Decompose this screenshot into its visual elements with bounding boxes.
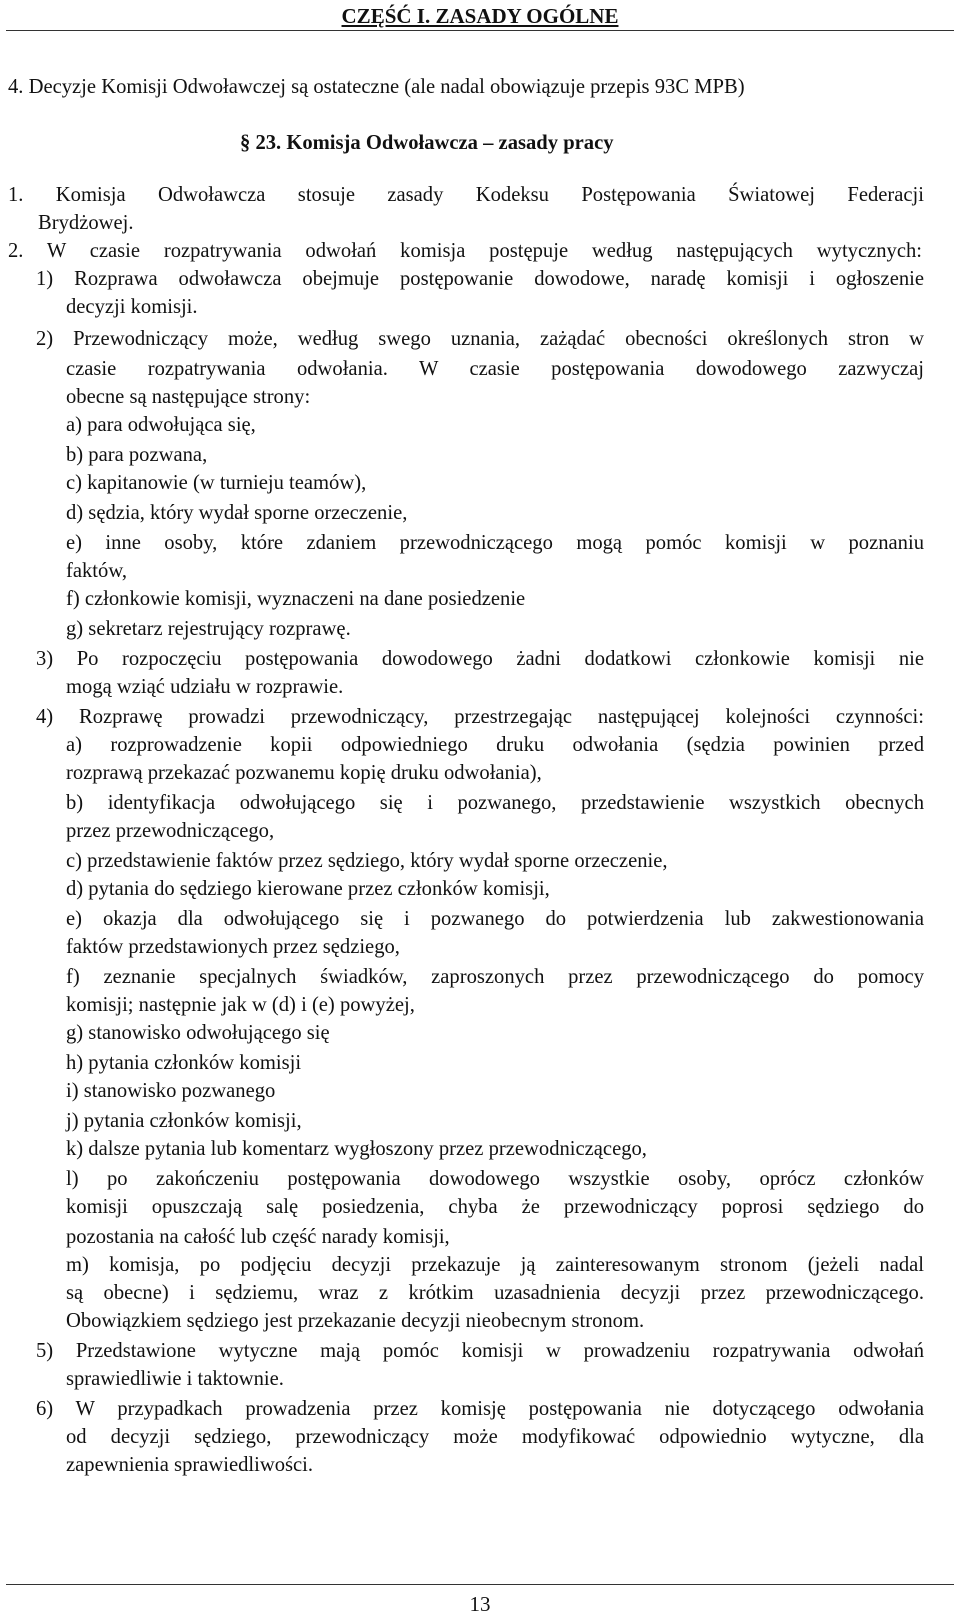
- list-item: przez przewodniczącego,: [66, 820, 275, 842]
- paragraph-line: 2. W czasie rozpatrywania odwołań komisja postępuje według następujących wytycznych:: [8, 240, 922, 262]
- paragraph-line: 1) Rozprawa odwoławcza obejmuje postępowanie dowodowe, naradę komisji i ogłoszenie: [36, 268, 924, 290]
- paragraph-line: 2) Przewodniczący może, według swego uznania, zażądać obecności określonych stron w: [36, 328, 924, 350]
- list-item: Obowiązkiem sędziego jest przekazanie decyzji nieobecnym stronom.: [66, 1310, 645, 1332]
- list-item: g) stanowisko odwołującego się: [66, 1022, 330, 1044]
- list-item: m) komisja, po podjęciu decyzji przekazuje ją zainteresowanym stronom (jeżeli nadal: [66, 1254, 924, 1276]
- list-item: d) pytania do sędziego kierowane przez członków komisji,: [66, 878, 550, 900]
- paragraph-line: 6) W przypadkach prowadzenia przez komisję postępowania nie dotyczącego odwołania: [36, 1398, 924, 1420]
- list-item: i) stanowisko pozwanego: [66, 1080, 276, 1102]
- section-heading: § 23. Komisja Odwoławcza – zasady pracy: [240, 132, 614, 154]
- paragraph-line: zapewnienia sprawiedliwości.: [66, 1454, 314, 1476]
- list-item: f) zeznanie specjalnych świadków, zaproszonych przez przewodniczącego do pomocy: [66, 966, 924, 988]
- list-item: a) rozprowadzenie kopii odpowiedniego druku odwołania (sędzia powinien przed: [66, 734, 924, 756]
- list-item: są obecne) i sędziemu, wraz z krótkim uzasadnienia decyzji przez przewodniczącego.: [66, 1282, 924, 1304]
- paragraph-line: Brydżowej.: [38, 212, 134, 234]
- paragraph-line: 5) Przedstawione wytyczne mają pomóc komisji w prowadzeniu rozpatrywania odwołań: [36, 1340, 924, 1362]
- list-item: rozprawą przekazać pozwanemu kopię druku odwołania),: [66, 762, 542, 784]
- list-item: komisji opuszczają salę posiedzenia, chyba że przewodniczący poprosi sędziego do: [66, 1196, 924, 1218]
- list-item: komisji; następnie jak w (d) i (e) powyżej,: [66, 994, 415, 1016]
- paragraph-line: od decyzji sędziego, przewodniczący może modyfikować odpowiednio wytyczne, dla: [66, 1426, 924, 1448]
- list-item: l) po zakończeniu postępowania dowodowego wszystkie osoby, oprócz członków: [66, 1168, 924, 1190]
- paragraph-line: mogą wziąć udziału w rozprawie.: [66, 676, 344, 698]
- list-item: f) członkowie komisji, wyznaczeni na dane posiedzenie: [66, 588, 526, 610]
- paragraph-line: sprawiedliwie i taktownie.: [66, 1368, 284, 1390]
- header-rule: [6, 30, 954, 31]
- page-number: 13: [469, 1592, 491, 1616]
- list-item: h) pytania członków komisji: [66, 1052, 302, 1074]
- list-item: c) przedstawienie faktów przez sędziego, który wydał sporne orzeczenie,: [66, 850, 668, 872]
- paragraph-line: 3) Po rozpoczęciu postępowania dowodowego żadni dodatkowi członkowie komisji nie: [36, 648, 924, 670]
- paragraph-line: czasie rozpatrywania odwołania. W czasie postępowania dowodowego zazwyczaj: [66, 358, 924, 380]
- list-item: faktów,: [66, 560, 127, 582]
- paragraph-line: obecne są następujące strony:: [66, 386, 311, 408]
- list-item: pozostania na całość lub część narady komisji,: [66, 1226, 450, 1248]
- footer-rule: [6, 1584, 954, 1585]
- list-item: g) sekretarz rejestrujący rozprawę.: [66, 618, 351, 640]
- list-item: b) identyfikacja odwołującego się i pozwanego, przedstawienie wszystkich obecnych: [66, 792, 924, 814]
- list-item: e) inne osoby, które zdaniem przewodniczącego mogą pomóc komisji w poznaniu: [66, 532, 924, 554]
- paragraph-line: 4. Decyzje Komisji Odwoławczej są ostateczne (ale nadal obowiązuje przepis 93C MPB): [8, 76, 745, 98]
- list-item: e) okazja dla odwołującego się i pozwanego do potwierdzenia lub zakwestionowania: [66, 908, 924, 930]
- list-item: c) kapitanowie (w turnieju teamów),: [66, 472, 367, 494]
- list-item: a) para odwołująca się,: [66, 414, 256, 436]
- list-item: d) sędzia, który wydał sporne orzeczenie,: [66, 502, 408, 524]
- paragraph-line: decyzji komisji.: [66, 296, 198, 318]
- list-item: j) pytania członków komisji,: [66, 1110, 302, 1132]
- paragraph-line: 4) Rozprawę prowadzi przewodniczący, przestrzegając następującej kolejności czynności:: [36, 706, 924, 728]
- paragraph-line: 1. Komisja Odwoławcza stosuje zasady Kodeksu Postępowania Światowej Federacji: [8, 184, 924, 206]
- list-item: b) para pozwana,: [66, 444, 208, 466]
- page-header-title: CZĘŚĆ I. ZASADY OGÓLNE: [341, 4, 619, 28]
- list-item: k) dalsze pytania lub komentarz wygłoszony przez przewodniczącego,: [66, 1138, 647, 1160]
- list-item: faktów przedstawionych przez sędziego,: [66, 936, 400, 958]
